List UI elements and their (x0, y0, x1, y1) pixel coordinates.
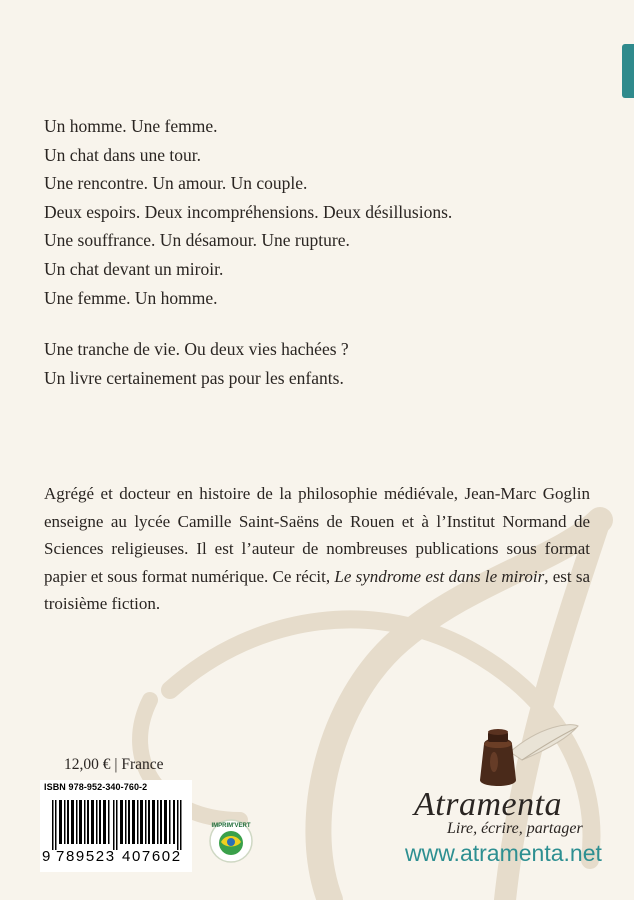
barcode-digits-group2: 407602 (122, 848, 182, 865)
back-cover-verse (44, 112, 452, 392)
verse-line: Un chat dans une tour. (44, 144, 201, 165)
barcode-bars (52, 800, 182, 850)
isbn-label: ISBN 978-952-340-760-2 (44, 782, 148, 792)
barcode (40, 780, 192, 872)
imprim-vert-label: IMPRIM'VERT (211, 823, 251, 829)
barcode-digit-first: 9 (42, 848, 51, 865)
verse-line: Une femme. Un homme. (44, 287, 218, 308)
book-title: Le syndrome est dans le miroir (334, 566, 545, 586)
verse-line: Une rencontre. Un amour. Un couple. (44, 173, 308, 194)
verse-line: Un homme. Une femme. (44, 116, 218, 136)
tagline-line: Une tranche de vie. Ou deux vies hachées ? (44, 339, 349, 360)
verse-line: Deux espoirs. Deux incompréhensions. Deux désillusions. (44, 201, 453, 222)
verse-line: Une souffrance. Un désamour. Une rupture. (44, 230, 350, 251)
publisher-tagline: Lire, écrire, partager (447, 820, 583, 837)
verse-spacer (44, 312, 452, 335)
price-label: 12,00 € | France (64, 756, 164, 773)
inkwell-quill-icon (470, 722, 580, 794)
tagline-line: Un livre certainement pas pour les enfants. (44, 367, 344, 388)
publisher-name: Atramenta (414, 786, 563, 823)
verse-line: Un chat devant un miroir. (44, 258, 224, 279)
barcode-digits-group1: 789523 (56, 848, 116, 865)
imprim-vert-logo (208, 818, 254, 864)
corner-tab (622, 44, 634, 98)
author-bio (44, 480, 590, 618)
bio-text-before: Agrégé et docteur en histoire de la philosophie médiévale, Jean-Marc Goglin enseigne au lycée Camille Saint-Saëns de Rouen et à l’Institut Normand de Sciences religieuses. Il est l’auteur de nombreuses publications sous format papier et sous format numérique. Ce récit, (44, 484, 590, 586)
publisher-website[interactable]: www.atramenta.net (405, 840, 602, 866)
bio-text-after: , est sa troisième fiction. (44, 566, 591, 613)
